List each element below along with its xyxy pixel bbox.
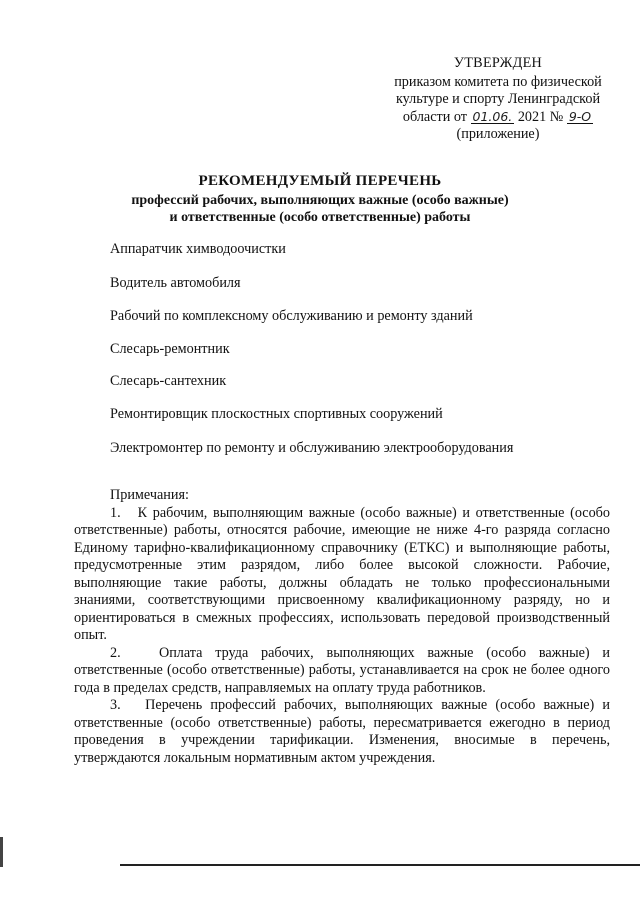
profession-item: Электромонтер по ремонту и обслуживанию электрооборудования — [110, 440, 514, 456]
approval-line-4: (приложение) — [456, 125, 540, 142]
notes-section — [74, 487, 610, 767]
approval-line-3 — [378, 109, 618, 126]
profession-item: Слесарь-ремонтник — [110, 341, 230, 357]
handwritten-number: 9-О — [568, 108, 592, 124]
note-item: 2. Оплата труда рабочих, выполняющих важные (особо важные) и ответственные (особо ответственные) работы, устанавливается на срок не более одного года в пределах средств, направляемых на оплату труда работников. — [74, 644, 610, 696]
profession-item: Водитель автомобиля — [110, 275, 241, 291]
approval-date-prefix: области от — [402, 108, 467, 125]
scan-edge-mark — [0, 837, 3, 867]
approval-year: 2021 № — [517, 108, 564, 125]
profession-item: Слесарь-сантехник — [110, 373, 227, 389]
note-item: 1. К рабочим, выполняющим важные (особо важные) и ответственные (особо ответственные) работы, относятся рабочие, имеющие не ниже 4-го разряда согласно Единому тарифно-квалификационному справочнику (ЕТКС) и выполняющие работы, предусмотренные этим разрядом, либо более высокой сложности. Рабочие, выполняющие такие работы, должны обладать не только профессиональными знаниями, соответствующими присвоенному квалификационному разряду, но и ориентироваться в смежных профессиях, использовать передовой производственный опыт. — [74, 504, 610, 643]
document-subtitle-1: профессий рабочих, выполняющих важные (особо важные) — [131, 193, 509, 208]
approval-title: УТВЕРЖДЕН — [453, 55, 543, 71]
notes-label: Примечания: — [110, 487, 189, 503]
note-item: 3. Перечень профессий рабочих, выполняющих важные (особо важные) и ответственные (особо ответственные) работы, пересматривается ежегодно в период проведения в учреждении тарификации. Изменения, вносимые в перечень, утверждаются локальным нормативным актом учреждения. — [74, 697, 610, 766]
handwritten-date: 01.06. — [472, 108, 513, 124]
profession-item: Рабочий по комплексному обслуживанию и ремонту зданий — [110, 308, 473, 324]
approval-block — [378, 55, 618, 143]
profession-item: Ремонтировщик плоскостных спортивных сооружений — [110, 406, 443, 422]
approval-line-1: приказом комитета по физической — [394, 74, 602, 91]
bottom-divider — [120, 864, 640, 866]
document-title: РЕКОМЕНДУЕМЫЙ ПЕРЕЧЕНЬ — [198, 173, 442, 189]
document-subtitle-2: и ответственные (особо ответственные) работы — [169, 210, 471, 225]
approval-line-2: культуре и спорту Ленинградской — [395, 91, 601, 108]
profession-item: Аппаратчик химводоочистки — [110, 241, 286, 257]
